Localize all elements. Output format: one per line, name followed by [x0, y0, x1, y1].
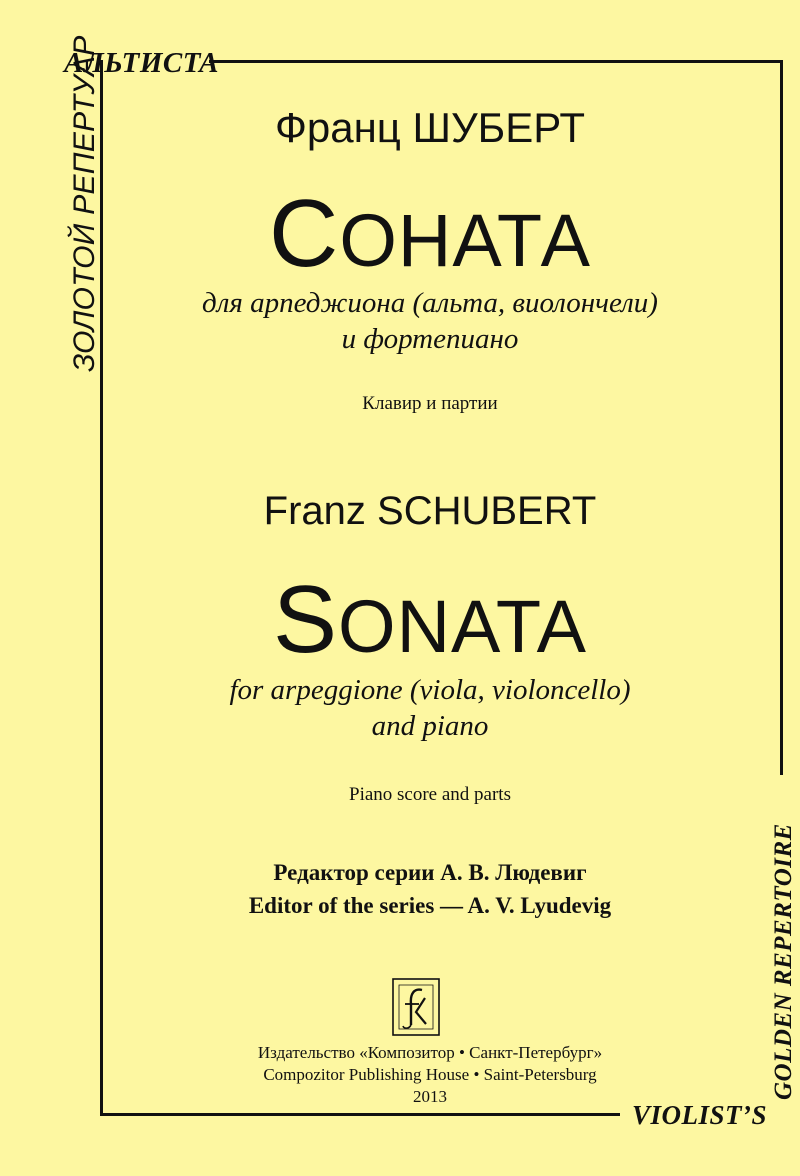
instrumentation-en-line2: and piano: [371, 710, 489, 742]
score-type-en: Piano score and parts: [349, 784, 511, 805]
title-ru-rest: ОНАТА: [339, 199, 591, 282]
instrumentation-en: [160, 672, 700, 744]
composer-name-en: Franz SCHUBERT: [263, 489, 597, 533]
publication-year: 2013: [413, 1087, 447, 1106]
instrumentation-ru: [160, 285, 700, 357]
frame-right-line: [780, 60, 783, 775]
publisher-name-en: Compozitor Publishing House • Saint-Petersburg: [263, 1065, 597, 1084]
title-en-rest: ONATA: [338, 585, 587, 668]
instrumentation-en-line1: for arpeggione (viola, violoncello): [229, 674, 631, 706]
series-name-en-side: GOLDEN REPERTOIRE: [770, 823, 797, 1100]
score-type-ru: Клавир и партии: [362, 393, 498, 414]
frame-top-line: [209, 60, 780, 63]
series-editor-ru: Редактор серии А. В. Людевиг: [273, 860, 587, 885]
series-name-ru-side: ЗОЛОТОЙ РЕПЕРТУАР: [68, 35, 101, 372]
title-ru: [160, 180, 700, 287]
series-name-en-bottom: VIOLIST’S: [632, 1100, 768, 1130]
series-editor-en: Editor of the series — A. V. Lyudevig: [248, 893, 612, 918]
instrumentation-ru-line1: для арпеджиона (альта, виолончели): [202, 287, 658, 319]
title-ru-initial: С: [268, 180, 340, 287]
publisher-name-ru: Издательство «Композитор • Санкт-Петербург»: [257, 1043, 603, 1062]
title-en: [160, 566, 700, 673]
frame-bottom-line: [100, 1113, 620, 1116]
instrumentation-ru-line2: и фортепиано: [341, 323, 519, 355]
composer-name-ru: Франц ШУБЕРТ: [274, 104, 586, 151]
title-en-initial: S: [273, 566, 339, 673]
publisher-monogram-icon: [392, 978, 440, 1036]
series-name-ru-top: АЛЬТИСТА: [64, 47, 219, 79]
